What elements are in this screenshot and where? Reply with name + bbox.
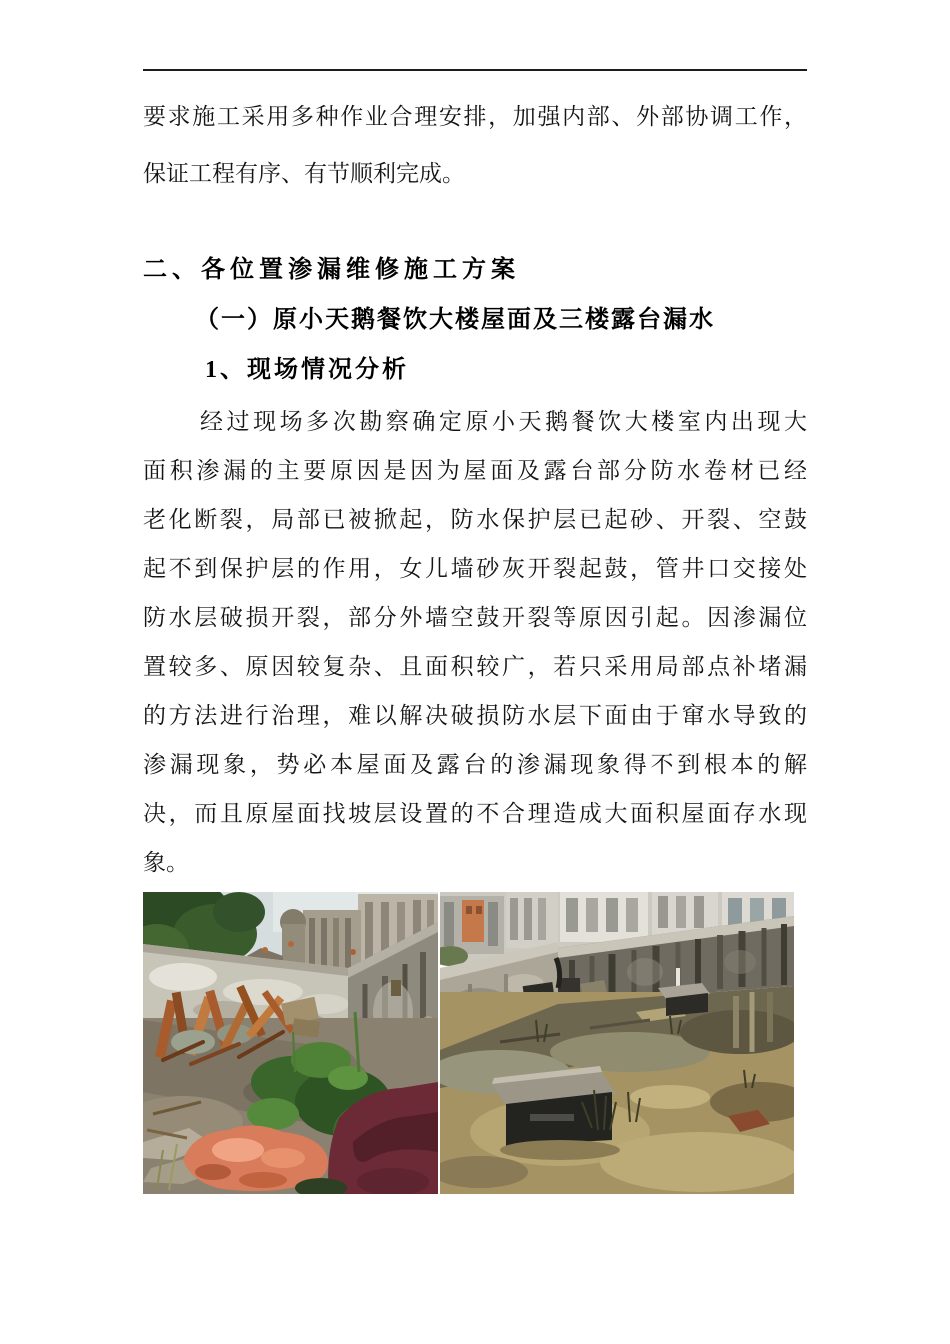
intro-line: 保证工程有序、有节顺利完成。 [143,161,465,186]
analysis-line: 经过现场多次勘察确定原小天鹅餐饮大楼室内出现大 [200,409,807,434]
analysis-line: 防水层破损开裂，部分外墙空鼓开裂等原因引起。因渗漏位 [143,605,807,630]
analysis-line: 渗漏现象，势必本屋面及露台的渗漏现象得不到根本的解 [143,752,807,777]
photo-roof-standing-water [440,892,794,1194]
heading-item: 1、现场情况分析 [205,357,409,383]
analysis-line: 老化断裂，局部已被掀起，防水保护层已起砂、开裂、空鼓 [143,507,807,532]
intro-line: 要求施工采用多种作业合理安排，加强内部、外部协调工作， [143,104,807,129]
header-rule [143,69,807,71]
analysis-line: 决，而且原屋面找坡层设置的不合理造成大面积屋面存水现 [143,801,807,826]
analysis-line: 的方法进行治理，难以解决破损防水层下面由于窜水导致的 [143,703,807,728]
analysis-line: 象。 [143,850,189,875]
paragraph-intro [143,88,807,202]
heading-subsection: （一）原小天鹅餐饮大楼屋面及三楼露台漏水 [195,307,715,333]
paragraph-analysis [143,397,807,887]
photo-row [0,892,950,1194]
photo-roof-terrace-debris [143,892,438,1194]
vent-box-large [492,1066,620,1160]
page-content [0,88,950,887]
analysis-line: 面积渗漏的主要原因是因为屋面及露台部分防水卷材已经 [143,458,807,483]
analysis-line: 置较多、原因较复杂、且面积较广，若只采用局部点补堵漏 [143,654,807,679]
heading-section: 二、各位置渗漏维修施工方案 [143,257,520,283]
analysis-line: 起不到保护层的作用，女儿墙砂灰开裂起鼓，管井口交接处 [143,556,807,581]
standing-water [440,986,794,1194]
